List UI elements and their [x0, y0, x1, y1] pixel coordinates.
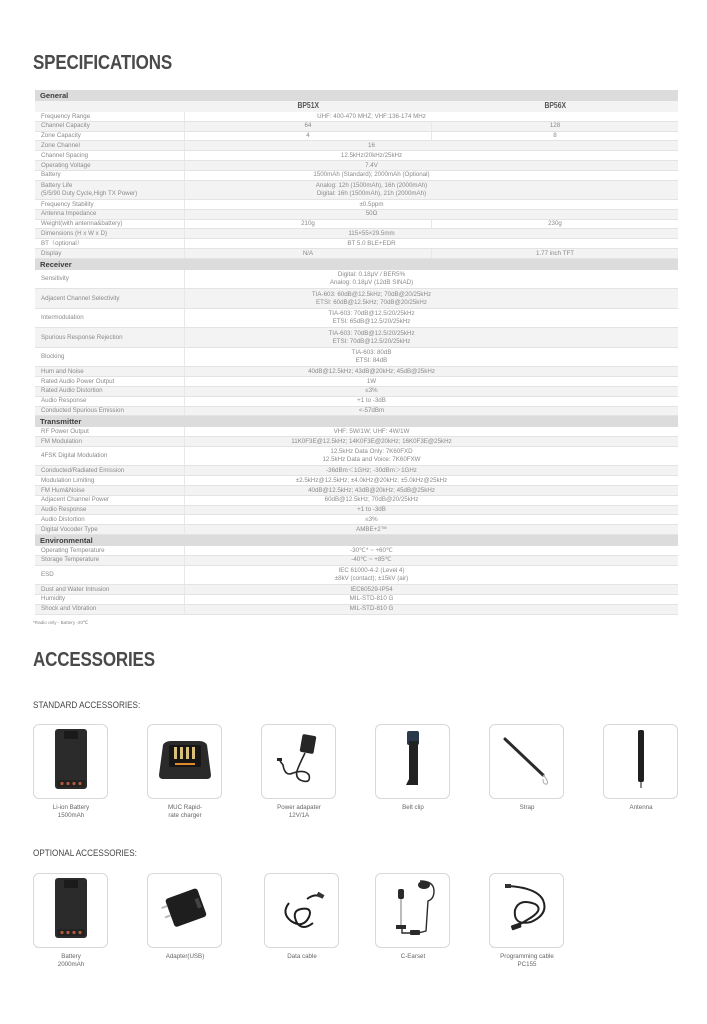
spec-row: [35, 546, 678, 556]
footnote: *Radio only - Battery -20℃: [33, 620, 89, 625]
spec-value: IEC60529-IP54: [350, 585, 393, 593]
spec-label: Spurious Response Rejection: [35, 328, 185, 347]
battery-icon: [54, 728, 88, 795]
spec-row: [35, 427, 678, 437]
spec-label: Modulation Limiting: [35, 476, 185, 485]
spec-value-bp51x: N/A: [185, 249, 432, 258]
spec-value: AMBE+2™: [356, 525, 387, 533]
spec-row: [35, 249, 678, 259]
accessory-caption: [596, 804, 686, 812]
spec-label: Humidity: [35, 595, 185, 604]
spec-value: ±2.5kHz@12.5kHz; ±4.0kHz@20kHz; ±5.0kHz@25kHz: [295, 476, 448, 484]
spec-value: [185, 447, 678, 466]
spec-row: [35, 220, 678, 230]
spec-value: -40℃ ~ +85℃: [351, 556, 392, 564]
accessory-name: Li-ion Battery: [52, 804, 90, 811]
accessory-name: Strap: [519, 804, 535, 811]
spec-value: [185, 348, 678, 367]
spec-label: Rated Audio Power Output: [35, 377, 185, 386]
accessory-name: Antenna: [629, 804, 653, 811]
spec-value-bp51x: 4: [185, 132, 432, 141]
spec-value: [185, 289, 678, 308]
earset-icon: [384, 875, 442, 946]
spec-label: Frequency Stability: [35, 200, 185, 209]
spec-label: Adjacent Channel Selectivity: [35, 289, 185, 308]
spec-row: [35, 210, 678, 220]
section-receiver: Receiver: [35, 259, 678, 270]
accessory-spec: 12V/1A: [288, 812, 310, 820]
charger-icon: [157, 737, 213, 786]
spec-row: [35, 556, 678, 566]
spec-row: [35, 437, 678, 447]
belt-clip-icon: [402, 729, 424, 794]
spec-value: +1 to -3dB: [357, 506, 386, 514]
spec-row: [35, 496, 678, 506]
spec-row: [35, 270, 678, 290]
spec-row: [35, 566, 678, 586]
accessory-spec: PC155: [517, 961, 537, 969]
accessory-spec: rate charger: [168, 812, 202, 820]
spec-value: 40dB@12.5kHz; 43dB@20kHz; 45dB@25kHz: [308, 367, 435, 375]
spec-row: [35, 525, 678, 535]
spec-row: [35, 181, 678, 201]
spec-value: <-57dBm: [358, 407, 385, 415]
spec-value-bp56x: 8: [553, 132, 557, 140]
spec-value: 11K0F3E@12.5kHz; 14K0F3E@20kHz; 16K0F3E@25kHz: [291, 437, 452, 445]
accessory-name: Belt clip: [402, 804, 424, 811]
spec-row: [35, 289, 678, 309]
spec-value-bp56x: 230g: [548, 220, 562, 228]
spec-value-line: IEC 61000-4-2 (Level 4): [338, 567, 405, 575]
accessory-caption: [254, 804, 344, 820]
accessory-spec: 2000mAh: [57, 961, 85, 969]
spec-label: Blocking: [35, 348, 185, 367]
spec-value-line: 12.5kHz Data Only: 7K60FXD: [330, 448, 413, 456]
spec-label: Frequency Range: [35, 112, 185, 121]
accessory-tile[interactable]: [147, 873, 222, 948]
spec-value: 12.5kHz/20kHz/25kHz: [340, 151, 403, 159]
battery-icon: [54, 877, 88, 944]
specifications-title: SPECIFICATIONS: [33, 52, 172, 74]
spec-row: [35, 309, 678, 329]
spec-label: Dimensions (H x W x D): [35, 229, 185, 238]
spec-row: [35, 605, 678, 615]
spec-label: Audio Response: [35, 397, 185, 406]
accessory-name: MUC Rapid-: [167, 804, 203, 811]
spec-row: [35, 328, 678, 348]
accessory-tile[interactable]: [375, 873, 450, 948]
accessory-caption: [257, 953, 347, 961]
power-adapter-icon: [275, 731, 323, 792]
accessory-name: Programming cable: [500, 953, 554, 960]
spec-value: 7.4V: [365, 161, 378, 169]
spec-label: Zone Channel: [35, 141, 185, 150]
accessory-caption: [482, 953, 572, 969]
accessory-caption: [26, 804, 116, 820]
model-header-row: [35, 101, 678, 112]
spec-value: MIL-STD-810 G: [349, 605, 394, 613]
spec-value-line: ETSI: 84dB: [355, 357, 388, 365]
accessory-name: Adapter(USB): [165, 953, 205, 960]
accessory-tile[interactable]: [489, 724, 564, 799]
spec-label: Digital Vocoder Type: [35, 525, 185, 534]
spec-label: Sensitivity: [35, 270, 185, 289]
model-bp56x: BP56X: [543, 101, 566, 110]
spec-label: Adjacent Channel Power: [35, 496, 185, 505]
spec-label: Zone Capacity: [35, 132, 185, 141]
accessory-name: C-Earset: [400, 953, 426, 960]
spec-label: Hum and Noise: [35, 367, 185, 376]
accessory-name: Battery: [61, 953, 81, 960]
usb-adapter-icon: [157, 883, 213, 938]
accessories-title: ACCESSORIES: [33, 649, 155, 671]
spec-value-line: Digital: 0.18μV / BER5%: [337, 271, 406, 279]
spec-value: 50Ω: [365, 210, 378, 218]
spec-row: [35, 407, 678, 417]
spec-value-line: Digital: 16h (1500mAh), 21h (2000mAh): [316, 189, 427, 197]
accessory-tile[interactable]: [33, 724, 108, 799]
spec-value: [185, 309, 678, 328]
spec-value-line: 12.5kHz Data and Voice: 7K60FXW: [322, 456, 421, 464]
accessory-caption: [140, 953, 230, 961]
model-bp51x: BP51X: [297, 101, 320, 110]
spec-label: Channel Spacing: [35, 151, 185, 160]
spec-label: Battery: [35, 171, 185, 180]
spec-label: ESD: [35, 566, 185, 585]
spec-value: 1W: [366, 377, 377, 385]
spec-label-line: Battery Life: [41, 182, 73, 190]
spec-value: 16: [368, 141, 375, 149]
spec-value-bp51x: 64: [185, 122, 432, 131]
accessory-tile[interactable]: [489, 873, 564, 948]
spec-value-line: TIA-603: 70dB@12.5/20/25kHz: [328, 329, 415, 337]
spec-value: ≤3%: [365, 387, 378, 395]
spec-value-bp51x: 210g: [185, 220, 432, 229]
spec-value-line: Analog: 12h (1500mAh), 16h (2000mAh): [315, 182, 428, 190]
accessory-caption: [140, 804, 230, 820]
standard-accessories-title: STANDARD ACCESSORIES:: [33, 700, 141, 711]
spec-value: ≤3%: [365, 515, 378, 523]
accessory-tile[interactable]: [33, 873, 108, 948]
spec-row: [35, 112, 678, 122]
accessory-tile[interactable]: [603, 724, 678, 799]
accessory-tile[interactable]: [147, 724, 222, 799]
spec-row: [35, 171, 678, 181]
spec-label: Rated Audio Distortion: [35, 387, 185, 396]
spec-label: FM Hum&Noise: [35, 486, 185, 495]
spec-value-line: ETSI: 65dB@12.5/20/25kHz: [332, 318, 411, 326]
spec-value: -30℃* ~ +60℃: [350, 546, 393, 554]
spec-value: +1 to -3dB: [357, 397, 386, 405]
accessory-tile[interactable]: [261, 724, 336, 799]
spec-label: [35, 181, 185, 200]
spec-table: [35, 90, 678, 615]
spec-label: Operating Temperature: [35, 546, 185, 555]
spec-value-line: TIA-603: 70dB@12.5/20/25kHz: [328, 310, 415, 318]
spec-value: -36dBm＜1GHz; -30dBm＞1GHz: [326, 466, 417, 474]
spec-label: RF Power Output: [35, 427, 185, 436]
spec-row: [35, 161, 678, 171]
programming-cable-icon: [497, 878, 557, 943]
section-transmitter: Transmitter: [35, 416, 678, 427]
antenna-icon: [634, 728, 648, 795]
spec-row: [35, 229, 678, 239]
spec-label: Dust and Water Intrusion: [35, 585, 185, 594]
spec-row: [35, 151, 678, 161]
spec-row: [35, 595, 678, 605]
spec-label: Storage Temperature: [35, 556, 185, 565]
spec-row: [35, 506, 678, 516]
spec-label: Conducted/Radiated Emission: [35, 466, 185, 475]
spec-value-bp56x: 1.77 inch TFT: [535, 249, 575, 257]
spec-value: [185, 181, 678, 200]
spec-value-line: ±8kV (contact); ±15kV (air): [334, 574, 409, 582]
spec-value: [185, 270, 678, 289]
accessory-name: Power adapater: [277, 804, 321, 811]
spec-label: 4FSK Digital Modulation: [35, 447, 185, 466]
spec-label: BT（optional）: [35, 239, 185, 248]
spec-value-line: TIA-603: 60dB@12.5kHz; 70dB@20/25kHz: [311, 290, 432, 298]
spec-value: MIL-STD-810 G: [349, 595, 394, 603]
optional-accessories-title: OPTIONAL ACCESSORIES:: [33, 848, 137, 859]
accessory-tile[interactable]: [264, 873, 339, 948]
spec-row: [35, 348, 678, 368]
spec-label: Conducted Spurious Emission: [35, 407, 185, 416]
spec-label: FM Modulation: [35, 437, 185, 446]
spec-row: [35, 447, 678, 467]
spec-label: Operating Voltage: [35, 161, 185, 170]
strap-icon: [499, 731, 555, 792]
spec-value: ±0.5ppm: [359, 200, 384, 208]
spec-row: [35, 515, 678, 525]
spec-row: [35, 377, 678, 387]
accessory-spec: 1500mAh: [57, 812, 85, 820]
spec-value-line: Analog: 0.18μV (12dB SINAD): [329, 279, 414, 287]
accessory-tile[interactable]: [375, 724, 450, 799]
spec-value-bp56x: 128: [549, 122, 561, 130]
spec-value: 40dB@12.5kHz; 43dB@20kHz; 45dB@25kHz: [308, 486, 435, 494]
spec-row: [35, 367, 678, 377]
spec-row: [35, 239, 678, 249]
spec-value: 60dB@12.5kHz; 70dB@20/25kHz: [324, 496, 419, 504]
spec-value-line: ETSI: 60dB@12.5kHz; 70dB@20/25kHz: [316, 298, 427, 306]
spec-row: [35, 466, 678, 476]
spec-row: [35, 585, 678, 595]
spec-row: [35, 141, 678, 151]
spec-value: 1500mAh (Standard); 2000mAh (Optional): [313, 171, 430, 179]
accessory-name: Data cable: [287, 953, 317, 960]
spec-value-line: ETSI: 70dB@12.5/20/25kHz: [332, 337, 411, 345]
spec-row: [35, 122, 678, 132]
spec-label: Shock and Vibration: [35, 605, 185, 614]
accessory-caption: [368, 953, 458, 961]
data-cable-icon: [277, 883, 327, 938]
accessory-caption: [368, 804, 458, 812]
spec-label-line: (5/5/90 Duty Cycle,High TX Power): [41, 189, 138, 197]
spec-label: Channel Capacity: [35, 122, 185, 131]
spec-row: [35, 387, 678, 397]
spec-row: [35, 200, 678, 210]
spec-row: [35, 397, 678, 407]
spec-value: 115×55×29.5mm: [348, 229, 395, 237]
spec-value: VHF: 5W/1W; UHF: 4W/1W: [333, 427, 410, 435]
spec-value: [185, 328, 678, 347]
spec-label: Audio Distortion: [35, 515, 185, 524]
accessory-caption: [26, 953, 116, 969]
spec-label: Weight(with antenna&battery): [35, 220, 185, 229]
spec-value-line: TIA-603: 80dB: [351, 349, 392, 357]
spec-value: BT 5.0 BLE+EDR: [347, 239, 396, 247]
spec-label: Intermodulation: [35, 309, 185, 328]
section-environmental: Environmental: [35, 535, 678, 546]
section-general: General: [35, 90, 678, 101]
spec-label: Antenna Impedance: [35, 210, 185, 219]
accessory-caption: [482, 804, 572, 812]
spec-value: [185, 566, 678, 585]
spec-row: [35, 486, 678, 496]
spec-row: [35, 132, 678, 142]
spec-value: UHF: 400-470 MHZ; VHF:136-174 MHz: [317, 112, 426, 120]
spec-label: Display: [35, 249, 185, 258]
spec-label: Audio Response: [35, 506, 185, 515]
spec-row: [35, 476, 678, 486]
